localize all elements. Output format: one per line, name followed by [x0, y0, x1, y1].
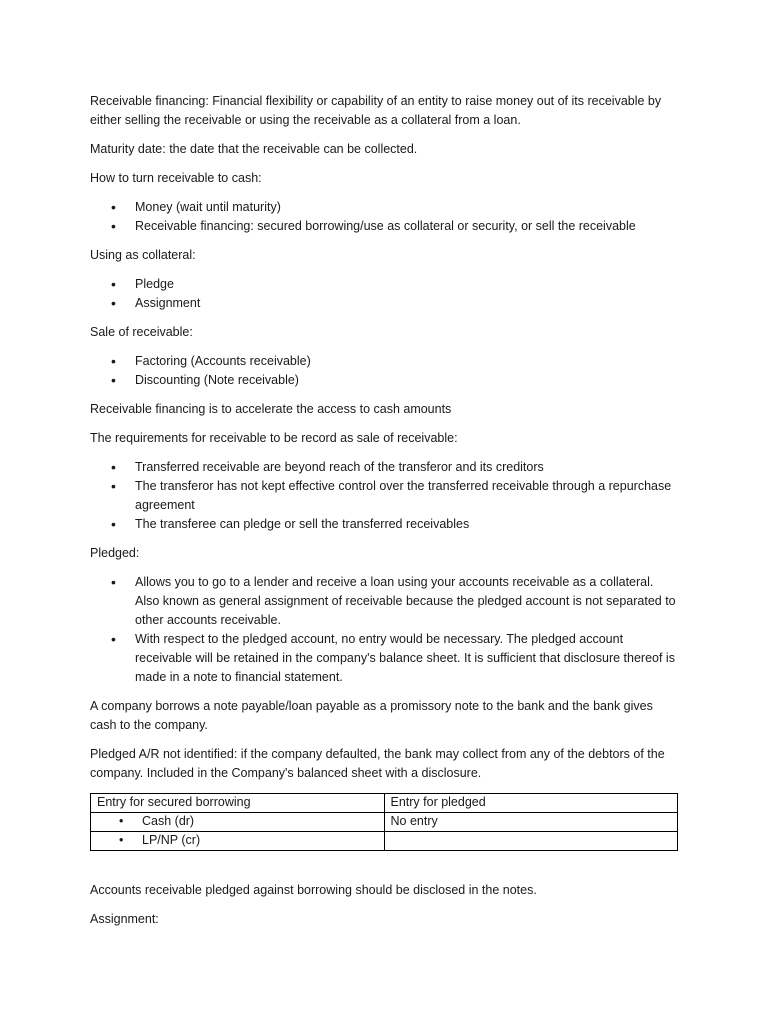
- table-cell: [91, 813, 385, 832]
- paragraph-pledged-not-identified: Pledged A/R not identified: if the company defaulted, the bank may collect from any of the debtors of the company. Included in the Company's balanced sheet with a disclosure.: [90, 747, 665, 780]
- paragraph-sale-of-receivable: Sale of receivable:: [90, 325, 193, 339]
- table-row: [91, 832, 678, 851]
- list-item: • Transferred receivable are beyond reach of the transferor and its creditors: [90, 458, 680, 477]
- paragraph-disclosed-notes: Accounts receivable pledged against borrowing should be disclosed in the notes.: [90, 883, 537, 897]
- paragraph-accelerate: Receivable financing is to accelerate the access to cash amounts: [90, 402, 452, 416]
- table-header-cell: Entry for secured borrowing: [91, 794, 385, 813]
- table-header-cell: Entry for pledged: [384, 794, 678, 813]
- list-turn-to-cash: [90, 198, 680, 236]
- paragraph-pledged: Pledged:: [90, 546, 140, 560]
- list-requirements: [90, 458, 680, 534]
- list-item: • The transferee can pledge or sell the transferred receivables: [90, 515, 680, 534]
- table-header-row: [91, 794, 678, 813]
- paragraph-maturity-date: Maturity date: the date that the receivable can be collected.: [90, 142, 418, 156]
- table-cell-bullet-text: • Cash (dr): [97, 813, 378, 830]
- list-item: • Discounting (Note receivable): [90, 371, 680, 390]
- paragraph-company-borrows: A company borrows a note payable/loan payable as a promissory note to the bank and the bank gives cash to the company.: [90, 699, 653, 732]
- list-sale: [90, 352, 680, 390]
- table-cell: [91, 832, 385, 851]
- table-cell: No entry: [384, 813, 678, 832]
- list-item: • Money (wait until maturity): [90, 198, 680, 217]
- list-collateral: [90, 275, 680, 313]
- list-item: • With respect to the pledged account, no entry would be necessary. The pledged account receivable will be retained in the company's balance sheet. It is sufficient that disclosure thereof is made in a note to financial statement.: [90, 630, 680, 687]
- entry-table: [90, 793, 678, 851]
- paragraph-using-as-collateral: Using as collateral:: [90, 248, 196, 262]
- paragraph-receivable-financing: Receivable financing: Financial flexibility or capability of an entity to raise money out of its receivable by either selling the receivable or using the receivable as a collateral from a loan.: [90, 94, 662, 127]
- list-item: • Assignment: [90, 294, 680, 313]
- table-row: [91, 813, 678, 832]
- document-page: [90, 92, 680, 939]
- list-item: • Receivable financing: secured borrowing/use as collateral or security, or sell the receivable: [90, 217, 680, 236]
- table-cell: [384, 832, 678, 851]
- table-cell-bullet-text: • LP/NP (cr): [97, 832, 378, 849]
- list-item: • The transferor has not kept effective control over the transferred receivable through a repurchase agreement: [90, 477, 680, 515]
- list-item: • Allows you to go to a lender and receive a loan using your accounts receivable as a collateral. Also known as general assignment of receivable because the pledged account is not separated to other accounts receivable.: [90, 573, 680, 630]
- paragraph-how-to-turn: How to turn receivable to cash:: [90, 171, 262, 185]
- paragraph-requirements: The requirements for receivable to be record as sale of receivable:: [90, 431, 458, 445]
- list-item: • Pledge: [90, 275, 680, 294]
- paragraph-assignment: Assignment:: [90, 912, 159, 926]
- list-pledged: [90, 573, 680, 687]
- list-item: • Factoring (Accounts receivable): [90, 352, 680, 371]
